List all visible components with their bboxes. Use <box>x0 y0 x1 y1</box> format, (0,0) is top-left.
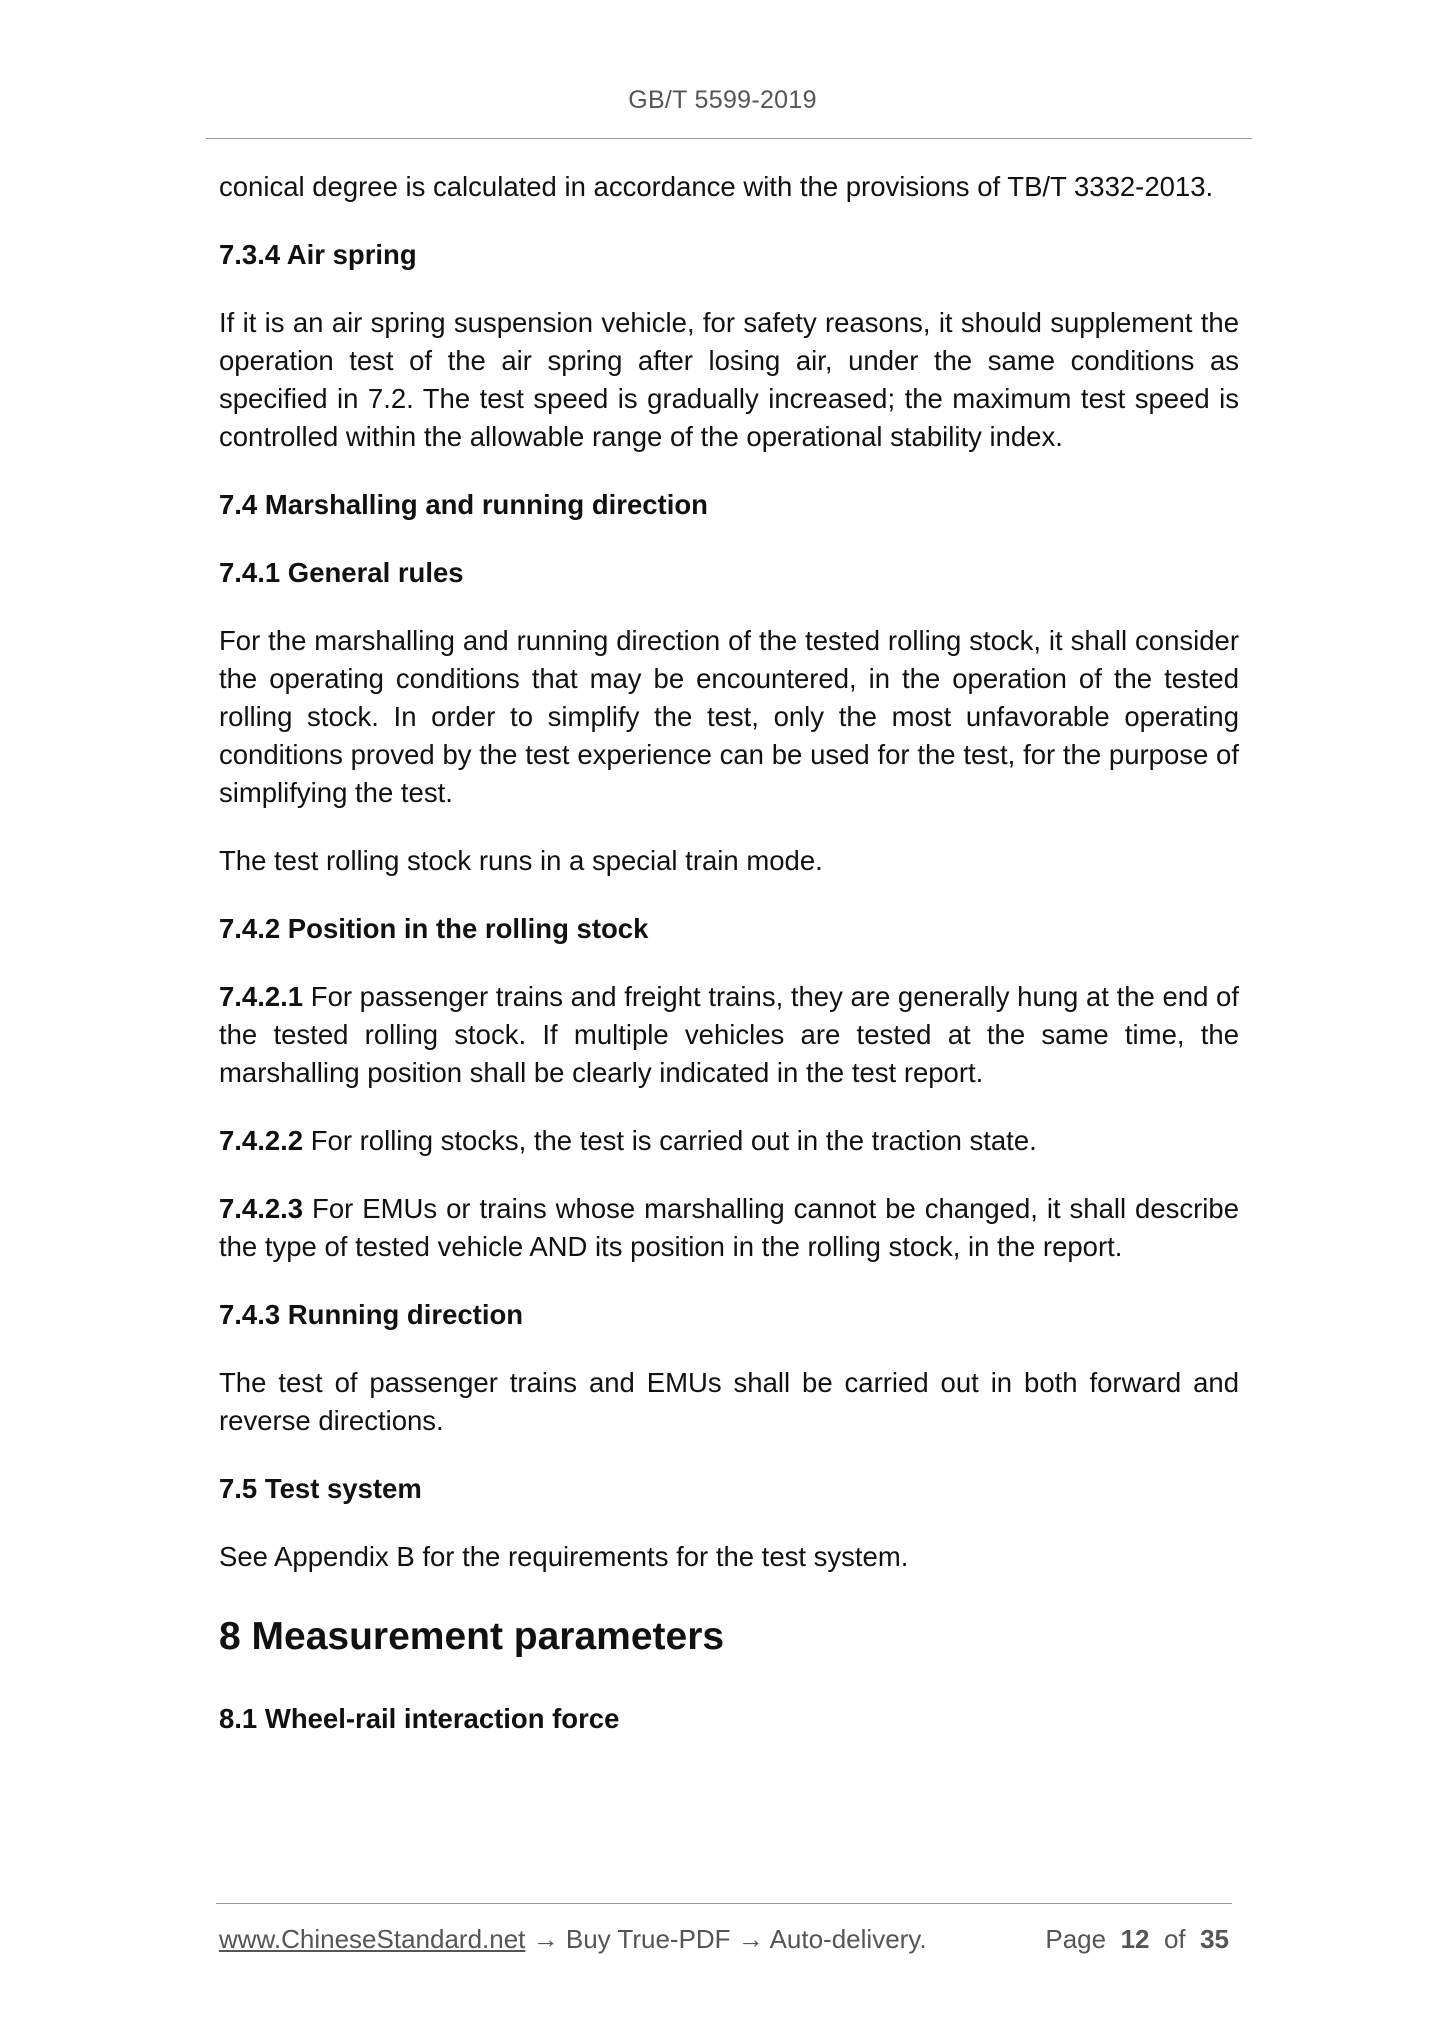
footer-website-link[interactable]: www.ChineseStandard.net <box>219 1924 526 1954</box>
heading-7-4-2: 7.4.2 Position in the rolling stock <box>219 913 649 944</box>
paragraph-conical-degree: conical degree is calculated in accordance with the provisions of TB/T 3332-2013. <box>219 171 1214 202</box>
heading-7-4-1: 7.4.1 General rules <box>219 557 464 588</box>
page-total: 35 <box>1200 1924 1229 1954</box>
page-label: Page <box>1045 1924 1107 1954</box>
page-current: 12 <box>1120 1924 1150 1954</box>
footer-tagline: → Buy True-PDF → Auto-delivery. <box>525 1924 927 1954</box>
paragraph-running-direction: The test of passenger trains and EMUs shall be carried out in both forward and reverse directions. <box>219 1367 1239 1436</box>
paragraph-air-spring: If it is an air spring suspension vehicle, for safety reasons, it should supplement the operation test of the air spring after losing air, under the same conditions as specified in 7.2. The test speed is gradually increased; the maximum test speed is controlled within the allowable range of the operational stability index. <box>219 307 1239 452</box>
heading-7-4-3: 7.4.3 Running direction <box>219 1299 524 1330</box>
heading-7-4: 7.4 Marshalling and running direction <box>219 489 708 520</box>
page-of: of <box>1163 1924 1186 1954</box>
heading-7-5: 7.5 Test system <box>219 1473 422 1504</box>
clause-7-4-2-1 <box>219 978 1239 1092</box>
clause-7-4-2-3 <box>219 1190 1239 1266</box>
clause-number: 7.4.2.3 <box>219 1193 304 1224</box>
header-divider <box>206 138 1252 139</box>
clause-number: 7.4.2.2 <box>219 1125 304 1156</box>
footer-divider <box>216 1903 1232 1904</box>
paragraph-general-rules: For the marshalling and running direction of the tested rolling stock, it shall consider the operating conditions that may be encountered, in the operation of the tested rolling stock. In order to simplify the test, only the most unfavorable operating conditions proved by the test experience can be used for the test, for the purpose of simplifying the test. <box>219 625 1239 808</box>
paragraph-special-train-mode: The test rolling stock runs in a special train mode. <box>219 845 823 876</box>
clause-number: 7.4.2.1 <box>219 981 304 1012</box>
heading-section-8: 8 Measurement parameters <box>219 1615 725 1658</box>
page-number <box>1045 1924 1229 1955</box>
paragraph-test-system: See Appendix B for the requirements for the test system. <box>219 1541 909 1572</box>
heading-7-3-4: 7.3.4 Air spring <box>219 239 417 270</box>
document-body <box>219 168 1239 1768</box>
clause-text: For passenger trains and freight trains, they are generally hung at the end of the tested rolling stock. If multiple vehicles are tested at the same time, the marshalling position shall be clearly indicated in the test report. <box>219 981 1239 1088</box>
clause-text: For EMUs or trains whose marshalling cannot be changed, it shall describe the type of tested vehicle AND its position in the rolling stock, in the report. <box>219 1193 1239 1262</box>
heading-8-1: 8.1 Wheel-rail interaction force <box>219 1703 620 1734</box>
page-header-title: GB/T 5599-2019 <box>628 86 817 114</box>
clause-text: For rolling stocks, the test is carried out in the traction state. <box>303 1125 1037 1156</box>
page-footer <box>219 1924 1229 1955</box>
clause-7-4-2-2 <box>219 1122 1239 1160</box>
